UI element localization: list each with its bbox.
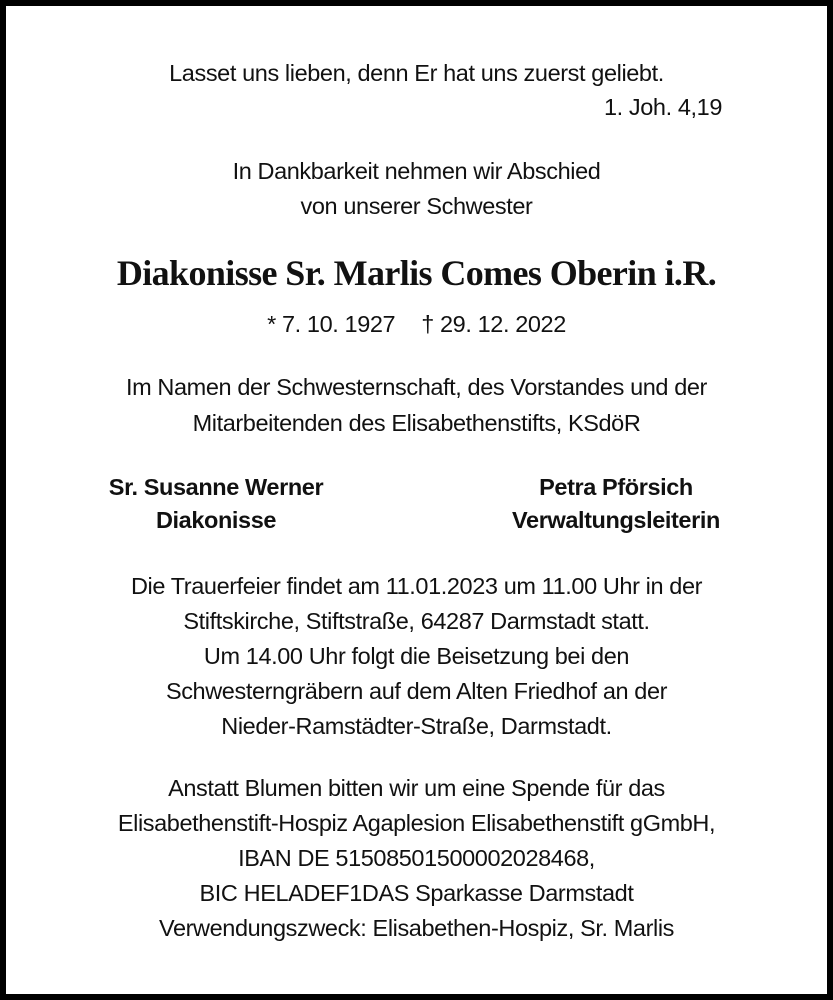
intro-line-1: In Dankbarkeit nehmen wir Abschied [232, 158, 601, 184]
intro-line-2: von unserer Schwester [300, 193, 533, 219]
funeral-line-3: Um 14.00 Uhr folgt die Beisetzung bei den [203, 643, 630, 669]
donation-iban: IBAN DE 51508501500002028468, [238, 845, 595, 871]
funeral-line-4: Schwesterngräbern auf dem Alten Friedhof an der [165, 678, 668, 704]
obituary-notice [6, 6, 827, 994]
funeral-line-1: Die Trauerfeier findet am 11.01.2023 um 11.00 Uhr in der [130, 573, 703, 599]
life-dates [6, 309, 827, 339]
signatory-name: Sr. Susanne Werner [108, 474, 324, 500]
signatory-role: Diakonisse [155, 507, 277, 533]
donation-bic: BIC HELADEF1DAS Sparkasse Darmstadt [199, 880, 634, 906]
death-date: † 29. 12. 2022 [421, 311, 566, 337]
signatory-name: Petra Pförsich [539, 474, 693, 500]
signatory-right [466, 471, 766, 537]
funeral-line-5: Nieder-Ramstädter-Straße, Darmstadt. [221, 713, 612, 739]
deceased-name: Diakonisse Sr. Marlis Comes Oberin i.R. [116, 253, 717, 293]
bible-verse: Lasset uns lieben, denn Er hat uns zuerst geliebt. [169, 60, 664, 86]
on-behalf-line-1: Im Namen der Schwesternschaft, des Vorstandes und der [126, 374, 707, 400]
donation-line-2: Elisabethenstift-Hospiz Agaplesion Elisabethenstift gGmbH, [117, 810, 716, 836]
signatory-role: Verwaltungsleiterin [512, 507, 720, 533]
birth-date: * 7. 10. 1927 [267, 311, 396, 337]
funeral-line-2: Stiftskirche, Stiftstraße, 64287 Darmstadt statt. [183, 608, 650, 634]
donation-reference: Verwendungszweck: Elisabethen-Hospiz, Sr. Marlis [158, 915, 674, 941]
on-behalf-line-2: Mitarbeitenden des Elisabethenstifts, KSdöR [192, 410, 641, 436]
verse-reference: 1. Joh. 4,19 [603, 94, 722, 120]
donation-line-1: Anstatt Blumen bitten wir um eine Spende für das [168, 775, 665, 801]
signatory-left [66, 471, 366, 537]
